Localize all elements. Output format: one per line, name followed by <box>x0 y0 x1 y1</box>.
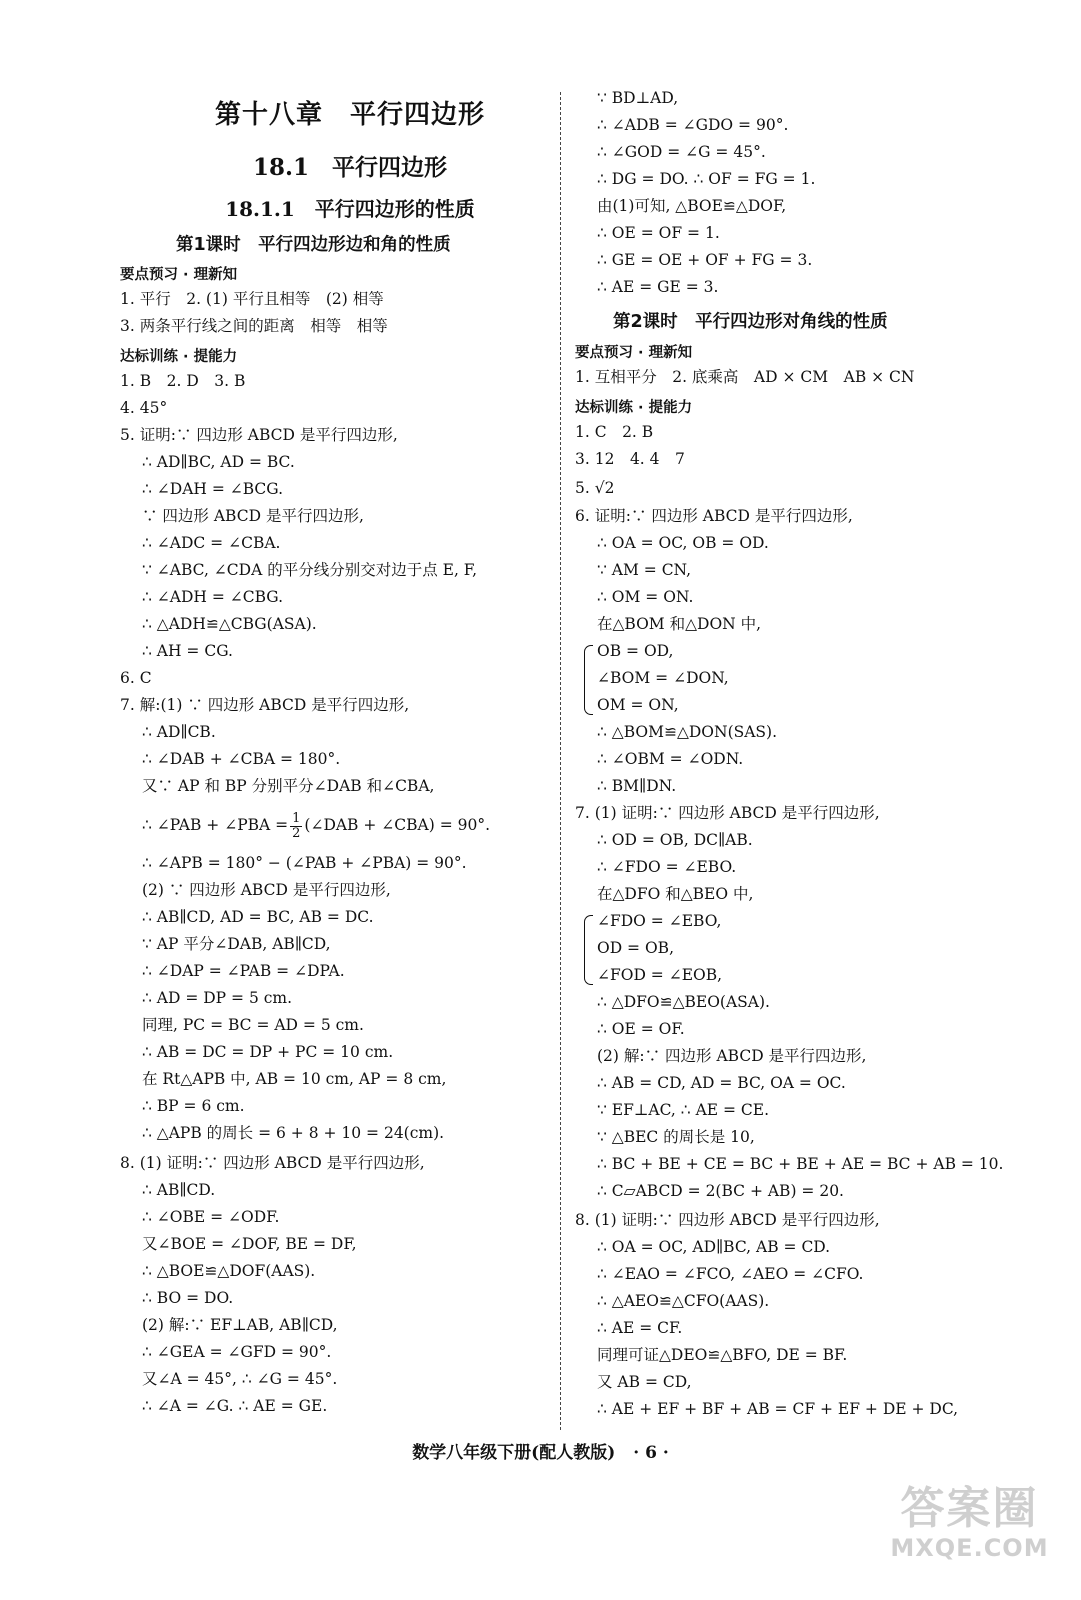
q7-line: ∴ ∠DAP = ∠PAB = ∠DPA. <box>142 962 345 980</box>
q7-line: (2) 解:∵ 四边形 ABCD 是平行四边形, <box>597 1047 867 1065</box>
q6-system-line: OB = OD, <box>597 642 674 660</box>
answer-line: 1. B 2. D 3. B <box>120 372 246 390</box>
lesson1-preview-tag: 要点预习 · 理新知 <box>120 267 238 283</box>
watermark-url: MXQE.COM <box>890 1534 1049 1562</box>
q7-line: ∴ AB∥CD, AD = BC, AB = DC. <box>142 908 374 926</box>
footer-book-title: 数学八年级下册(配人教版) <box>412 1443 616 1463</box>
q7-line: ∴ △DFO≌△BEO(ASA). <box>597 993 770 1011</box>
q8-cont-line: ∵ BD⊥AD, <box>597 89 679 107</box>
chapter-title: 第十八章 平行四边形 <box>214 100 485 130</box>
fraction-numerator: 1 <box>292 810 301 826</box>
q5-line: ∴ AH = CG. <box>142 642 233 660</box>
answer-line: 1. 平行 2. (1) 平行且相等 (2) 相等 <box>120 290 384 308</box>
q8-cont-line: ∴ AE = GE = 3. <box>597 278 719 296</box>
q5-line: ∵ 四边形 ABCD 是平行四边形, <box>142 507 364 525</box>
page-number: · 6 · <box>633 1443 669 1463</box>
q8-line: ∴ AB∥CD. <box>142 1181 216 1199</box>
q7-line: 7. (1) 证明:∵ 四边形 ABCD 是平行四边形, <box>575 804 880 822</box>
q7-system-line: ∠FOD = ∠EOB, <box>597 966 723 984</box>
q8-cont-line: ∴ ∠ADB = ∠GDO = 90°. <box>597 116 789 134</box>
q7-line: ∴ OD = OB, DC∥AB. <box>597 831 753 849</box>
q7-line: 同理, PC = BC = AD = 5 cm. <box>142 1016 364 1034</box>
answer-line: 6. C <box>120 669 152 687</box>
q8-cont-line: ∴ GE = OE + OF + FG = 3. <box>597 251 813 269</box>
q7-line: ∴ BP = 6 cm. <box>142 1097 245 1115</box>
q7-line: ∴ OE = OF. <box>597 1020 685 1038</box>
q7-system-line: ∠FDO = ∠EBO, <box>597 912 722 930</box>
q8-line: ∴ ∠EAO = ∠FCO, ∠AEO = ∠CFO. <box>597 1265 864 1283</box>
q8-line: ∴ △BOE≌△DOF(AAS). <box>142 1262 316 1280</box>
q7-line: ∵ EF⊥AC, ∴ AE = CE. <box>597 1101 770 1119</box>
q8-cont-line: ∴ ∠GOD = ∠G = 45°. <box>597 143 766 161</box>
answer-line: 3. 两条平行线之间的距离 相等 相等 <box>120 317 388 335</box>
answer-line: 5. √2 <box>575 479 615 497</box>
q8-cont-line: ∴ OE = OF = 1. <box>597 224 720 242</box>
q5-line: ∴ AD∥BC, AD = BC. <box>142 453 295 471</box>
q7-frac-pre: ∴ ∠PAB + ∠PBA = <box>142 816 289 834</box>
system-brace <box>584 915 593 985</box>
q8-line: 8. (1) 证明:∵ 四边形 ABCD 是平行四边形, <box>575 1211 880 1229</box>
q7-line: (2) ∵ 四边形 ABCD 是平行四边形, <box>142 881 391 899</box>
q5-line: ∴ ∠ADH = ∠CBG. <box>142 588 284 606</box>
watermark-logo: 答案圈 <box>900 1483 1039 1534</box>
lesson1-training-tag: 达标训练 · 提能力 <box>120 349 238 365</box>
q7-system-line: OD = OB, <box>597 939 675 957</box>
q8-line: ∴ △AEO≌△CFO(AAS). <box>597 1292 770 1310</box>
lesson2-training-tag: 达标训练 · 提能力 <box>575 400 693 416</box>
q6-line: ∴ ∠OBM = ∠ODN. <box>597 750 744 768</box>
fraction-denominator: 2 <box>292 825 301 841</box>
q7-frac-post: (∠DAB + ∠CBA) = 90°. <box>304 816 491 834</box>
q7-line: ∴ BC + BE + CE = BC + BE + AE = BC + AB = 10. <box>597 1155 1004 1173</box>
q7-line: 在 Rt△APB 中, AB = 10 cm, AP = 8 cm, <box>142 1070 447 1088</box>
q8-line: 同理可证△DEO≌△BFO, DE = BF. <box>597 1346 848 1364</box>
page-footer <box>0 1438 1081 1463</box>
q7-line: ∵ △BEC 的周长是 10, <box>597 1128 755 1146</box>
q5-line: ∵ ∠ABC, ∠CDA 的平分线分别交对边于点 E, F, <box>142 561 478 579</box>
q7-line: ∴ △APB 的周长 = 6 + 8 + 10 = 24(cm). <box>142 1124 445 1142</box>
lesson2-preview-tag: 要点预习 · 理新知 <box>575 345 693 361</box>
answer-line: 1. 互相平分 2. 底乘高 AD × CM AB × CN <box>575 368 915 386</box>
q7-line: 在△DFO 和△BEO 中, <box>597 885 754 903</box>
q7-line: ∵ AP 平分∠DAB, AB∥CD, <box>142 935 331 953</box>
q7-line: 7. 解:(1) ∵ 四边形 ABCD 是平行四边形, <box>120 696 410 714</box>
fraction-one-half <box>290 812 302 841</box>
q6-line: 6. 证明:∵ 四边形 ABCD 是平行四边形, <box>575 507 853 525</box>
q8-line: 又∠A = 45°, ∴ ∠G = 45°. <box>142 1370 338 1388</box>
q7-fraction-line <box>142 808 490 842</box>
q7-line: ∴ ∠FDO = ∠EBO. <box>597 858 737 876</box>
system-brace <box>584 645 593 715</box>
q7-line: ∴ ∠APB = 180° − (∠PAB + ∠PBA) = 90°. <box>142 854 467 872</box>
q7-line: ∴ ∠DAB + ∠CBA = 180°. <box>142 750 341 768</box>
q5-line: ∴ ∠DAH = ∠BCG. <box>142 480 284 498</box>
q7-line: ∴ C▱ABCD = 2(BC + AB) = 20. <box>597 1182 844 1200</box>
q7-line: ∴ AB = DC = DP + PC = 10 cm. <box>142 1043 394 1061</box>
q5-line: ∴ △ADH≌△CBG(ASA). <box>142 615 317 633</box>
q8-line: (2) 解:∵ EF⊥AB, AB∥CD, <box>142 1316 338 1334</box>
q8-line: ∴ ∠A = ∠G. ∴ AE = GE. <box>142 1397 328 1415</box>
lesson2-title: 第2课时 平行四边形对角线的性质 <box>613 312 888 332</box>
column-divider <box>560 92 561 1430</box>
q6-line: ∴ OA = OC, OB = OD. <box>597 534 769 552</box>
q8-line: ∴ BO = DO. <box>142 1289 234 1307</box>
q8-line: 又 AB = CD, <box>597 1373 692 1391</box>
q8-line: ∴ ∠GEA = ∠GFD = 90°. <box>142 1343 332 1361</box>
q8-line: 又∠BOE = ∠DOF, BE = DF, <box>142 1235 357 1253</box>
q8-line: ∴ AE = CF. <box>597 1319 683 1337</box>
q6-line: 在△BOM 和△DON 中, <box>597 615 762 633</box>
q7-line: 又∵ AP 和 BP 分别平分∠DAB 和∠CBA, <box>142 777 435 795</box>
q8-cont-line: ∴ DG = DO. ∴ OF = FG = 1. <box>597 170 816 188</box>
q6-line: ∴ OM = ON. <box>597 588 694 606</box>
q7-line: ∴ AD∥CB. <box>142 723 216 741</box>
q5-line: ∴ ∠ADC = ∠CBA. <box>142 534 281 552</box>
q6-line: ∴ BM∥DN. <box>597 777 677 795</box>
q5-line: 5. 证明:∵ 四边形 ABCD 是平行四边形, <box>120 426 398 444</box>
q8-cont-line: 由(1)可知, △BOE≌△DOF, <box>597 197 787 215</box>
q7-line: ∴ AB = CD, AD = BC, OA = OC. <box>597 1074 846 1092</box>
q8-line: 8. (1) 证明:∵ 四边形 ABCD 是平行四边形, <box>120 1154 425 1172</box>
answer-line: 1. C 2. B <box>575 423 654 441</box>
answer-line: 4. 45° <box>120 399 168 417</box>
q8-line: ∴ ∠OBE = ∠ODF. <box>142 1208 280 1226</box>
subsection-title: 18.1.1 平行四边形的性质 <box>225 197 475 221</box>
lesson1-title: 第1课时 平行四边形边和角的性质 <box>176 235 451 255</box>
watermark <box>882 1484 1057 1562</box>
q8-line: ∴ AE + EF + BF + AB = CF + EF + DE + DC, <box>597 1400 959 1418</box>
answer-line: 3. 12 4. 4 7 <box>575 450 685 468</box>
section-title: 18.1 平行四边形 <box>252 154 448 181</box>
q6-system-line: OM = ON, <box>597 696 679 714</box>
q7-line: ∴ AD = DP = 5 cm. <box>142 989 293 1007</box>
q6-system-line: ∠BOM = ∠DON, <box>597 669 729 687</box>
q8-line: ∴ OA = OC, AD∥BC, AB = CD. <box>597 1238 831 1256</box>
q6-line: ∴ △BOM≌△DON(SAS). <box>597 723 778 741</box>
q6-line: ∵ AM = CN, <box>597 561 692 579</box>
